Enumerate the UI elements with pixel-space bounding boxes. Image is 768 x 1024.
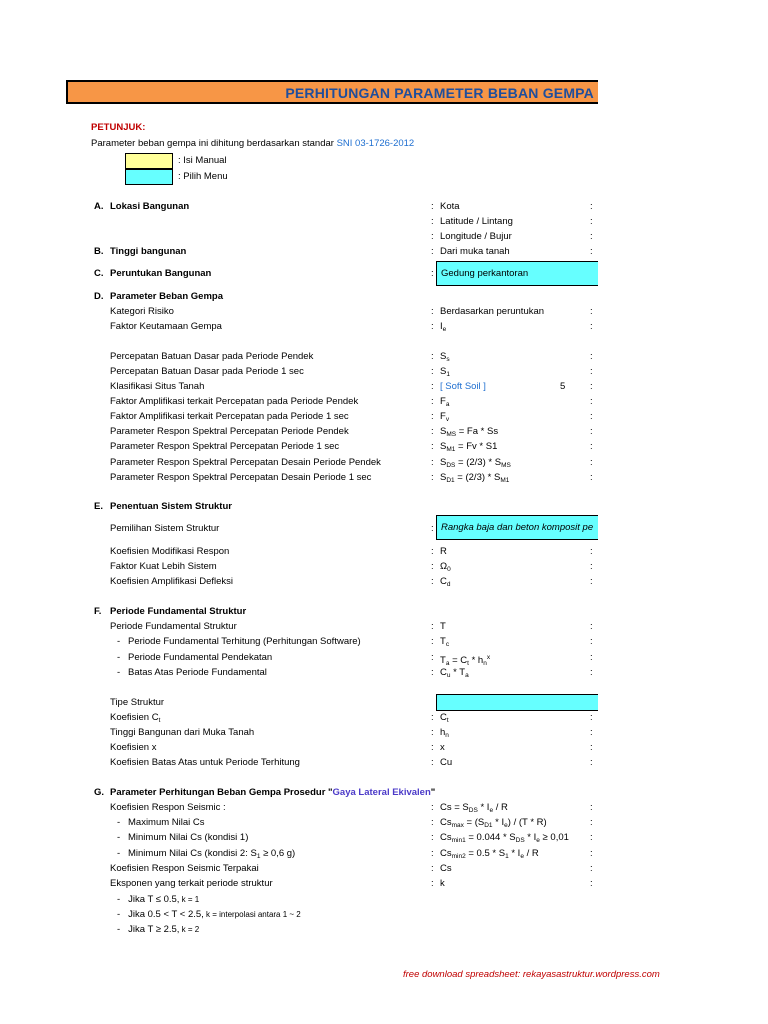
tipe-select[interactable] — [436, 694, 598, 711]
csterpakai-colon2: : — [590, 863, 593, 874]
gaya-lateral-highlight: Gaya Lateral Ekivalen — [332, 787, 431, 798]
batas-dash: - — [117, 667, 121, 678]
section-c-letter: C. — [94, 268, 104, 279]
cs-colon: : — [431, 802, 434, 813]
sm1-colon: : — [431, 441, 434, 452]
csmax-label: Maximum Nilai Cs — [128, 817, 205, 828]
ss-symbol: $S_s$ — [440, 351, 450, 363]
kota-colon2: : — [590, 201, 593, 212]
section-a-title: Lokasi Bangunan — [110, 201, 190, 212]
t-symbol: T — [440, 621, 446, 632]
sm1-label: Parameter Respon Spektral Percepatan Periode 1 sec — [110, 441, 340, 452]
csmin2-colon2: : — [590, 848, 593, 859]
ta-label: Periode Fundamental Pendekatan — [128, 652, 273, 663]
situs-number: 5 — [560, 381, 566, 392]
csterpakai-symbol: Cs — [440, 863, 452, 874]
keutamaan-label: Faktor Keutamaan Gempa — [110, 321, 222, 332]
tinggi-colon2: : — [590, 246, 593, 257]
fv-label: Faktor Amplifikasi terkait Percepatan pada Periode 1 sec — [110, 411, 349, 422]
csmax-dash: - — [117, 817, 121, 828]
cd-colon2: : — [590, 576, 593, 587]
s1-colon: : — [431, 366, 434, 377]
legend-manual-text: : Isi Manual — [178, 155, 227, 166]
legend-menu-text: : Pilih Menu — [178, 171, 228, 182]
sd1-formula: $S_{D1} = (2/3) * S_{M1}$ — [440, 472, 510, 484]
x-label: Koefisien x — [110, 742, 157, 753]
csmin1-dash: - — [117, 832, 121, 843]
situs-colon: : — [431, 381, 434, 392]
hn-colon: : — [431, 727, 434, 738]
section-d-title: Parameter Beban Gempa — [110, 291, 223, 302]
x-colon: : — [431, 742, 434, 753]
section-f-letter: F. — [94, 606, 102, 617]
latitude-colon2: : — [590, 216, 593, 227]
ct-symbol: $C_t$ — [440, 712, 449, 724]
petunjuk-intro — [91, 138, 414, 150]
sistem-label: Pemilihan Sistem Struktur — [110, 523, 220, 534]
sd1-colon2: : — [590, 472, 593, 483]
sms-colon2: : — [590, 426, 593, 437]
page-title: PERHITUNGAN PARAMETER BEBAN GEMPA — [285, 85, 594, 101]
situs-select[interactable]: [ Soft Soil ] — [440, 381, 486, 392]
ta-dash: - — [117, 652, 121, 663]
kota-label: Kota — [440, 201, 460, 212]
sms-label: Parameter Respon Spektral Percepatan Periode Pendek — [110, 426, 349, 437]
batas-label: Batas Atas Periode Fundamental — [128, 667, 267, 678]
hn-label: Tinggi Bangunan dari Muka Tanah — [110, 727, 255, 738]
csmin2-formula: $Cs_{min2} = 0.5 * S_1 * I_e / R$ — [440, 848, 539, 860]
k-note-2: - Jika 0.5 < T < 2.5, k = interpolasi antara 1 ~ 2 — [117, 909, 301, 920]
section-e-letter: E. — [94, 501, 103, 512]
situs-label: Klasifikasi Situs Tanah — [110, 381, 205, 392]
csmax-colon: : — [431, 817, 434, 828]
t-label: Periode Fundamental Struktur — [110, 621, 237, 632]
csmin2-colon: : — [431, 848, 434, 859]
fa-colon: : — [431, 396, 434, 407]
longitude-colon: : — [431, 231, 434, 242]
x-colon2: : — [590, 742, 593, 753]
standard-link: SNI 03-1726-2012 — [336, 138, 415, 149]
latitude-label: Latitude / Lintang — [440, 216, 513, 227]
sm1-formula: $S_{M1} = Fv * S1$ — [440, 441, 498, 453]
cu-colon2: : — [590, 757, 593, 768]
r-colon: : — [431, 546, 434, 557]
longitude-colon2: : — [590, 231, 593, 242]
tc-dash: - — [117, 636, 121, 647]
sds-label: Parameter Respon Spektral Percepatan Desain Periode Pendek — [110, 457, 381, 468]
r-label: Koefisien Modifikasi Respon — [110, 546, 230, 557]
sds-formula: $S_{DS} = (2/3) * S_{MS}$ — [440, 457, 511, 469]
csmin1-formula: $Cs_{min1} = 0.044 * S_{DS} * I_e \ge 0,01$ — [440, 832, 569, 844]
csmax-formula: $Cs_{max} = (S_{D1} * I_e) / (T * R)$ — [440, 817, 547, 829]
tc-colon2: : — [590, 636, 593, 647]
footer-link[interactable]: free download spreadsheet: rekayasastruktur.wordpress.com — [403, 969, 660, 980]
ss-colon: : — [431, 351, 434, 362]
legend-manual-swatch — [125, 153, 173, 169]
section-g-letter: G. — [94, 787, 105, 798]
cu-label: Koefisien Batas Atas untuk Periode Terhitung — [110, 757, 300, 768]
sd1-colon: : — [431, 472, 434, 483]
k-symbol: k — [440, 878, 445, 889]
omega-colon2: : — [590, 561, 593, 572]
omega-symbol: $\Omega_0$ — [440, 561, 451, 573]
situs-colon2: : — [590, 381, 593, 392]
omega-label: Faktor Kuat Lebih Sistem — [110, 561, 217, 572]
sistem-select[interactable] — [436, 515, 598, 540]
cs-label: Koefisien Respon Seismic : — [110, 802, 226, 813]
batas-colon2: : — [590, 667, 593, 678]
ct-colon2: : — [590, 712, 593, 723]
csmin2-dash: - — [117, 848, 121, 859]
kategori-colon: : — [431, 306, 434, 317]
cs-colon2: : — [590, 802, 593, 813]
hn-colon2: : — [590, 727, 593, 738]
longitude-label: Longitude / Bujur — [440, 231, 512, 242]
peruntukan-colon: : — [431, 268, 434, 279]
csterpakai-colon: : — [431, 863, 434, 874]
s1-label: Percepatan Batuan Dasar pada Periode 1 sec — [110, 366, 304, 377]
r-colon2: : — [590, 546, 593, 557]
tinggi-colon: : — [431, 246, 434, 257]
section-b-title: Tinggi bangunan — [110, 246, 187, 257]
fa-label: Faktor Amplifikasi terkait Percepatan pada Periode Pendek — [110, 396, 359, 407]
fv-colon: : — [431, 411, 434, 422]
ta-colon: : — [431, 652, 434, 663]
csmax-colon2: : — [590, 817, 593, 828]
ta-formula: $T_a = C_t * h_n^x$ — [440, 654, 491, 667]
x-symbol: x — [440, 742, 445, 753]
r-symbol: R — [440, 546, 447, 557]
section-a-letter: A. — [94, 201, 104, 212]
csmin1-label: Minimum Nilai Cs (kondisi 1) — [128, 832, 249, 843]
ss-label: Percepatan Batuan Dasar pada Periode Pendek — [110, 351, 314, 362]
sms-formula: $S_{MS} = Fa * Ss$ — [440, 426, 499, 438]
peruntukan-select[interactable] — [436, 261, 598, 286]
ct-label: Koefisien $C_t$ — [110, 712, 161, 724]
section-d-letter: D. — [94, 291, 104, 302]
sistem-colon: : — [431, 523, 434, 534]
fa-symbol: $F_a$ — [440, 396, 450, 408]
legend-menu-swatch — [125, 169, 173, 185]
tc-colon: : — [431, 636, 434, 647]
tinggi-label: Dari muka tanah — [440, 246, 510, 257]
ss-colon2: : — [590, 351, 593, 362]
tipe-label: Tipe Struktur — [110, 697, 165, 708]
omega-colon: : — [431, 561, 434, 572]
kota-colon: : — [431, 201, 434, 212]
s1-symbol: $S_1$ — [440, 366, 450, 378]
fv-colon2: : — [590, 411, 593, 422]
k-note-1: - Jika T ≤ 0.5, k = 1 — [117, 894, 200, 905]
csmin2-label: Minimum Nilai Cs (kondisi 2: $S_1 \ge 0,6$ g) — [128, 848, 296, 860]
keutamaan-colon2: : — [590, 321, 593, 332]
batas-colon: : — [431, 667, 434, 678]
cu-symbol: Cu — [440, 757, 453, 768]
keutamaan-colon: : — [431, 321, 434, 332]
kategori-symbol: Berdasarkan peruntukan — [440, 306, 545, 317]
s1-colon2: : — [590, 366, 593, 377]
cu-colon: : — [431, 757, 434, 768]
petunjuk-label: PETUNJUK: — [91, 122, 146, 133]
section-c-title: Peruntukan Bangunan — [110, 268, 212, 279]
t-colon2: : — [590, 621, 593, 632]
cd-colon: : — [431, 576, 434, 587]
csmin1-colon2: : — [590, 832, 593, 843]
section-b-letter: B. — [94, 246, 104, 257]
section-f-title: Periode Fundamental Struktur — [110, 606, 247, 617]
keutamaan-symbol: $I_e$ — [440, 321, 447, 333]
cd-label: Koefisien Amplifikasi Defleksi — [110, 576, 234, 587]
batas-formula: $C_u * T_a$ — [440, 667, 469, 679]
kategori-label: Kategori Risiko — [110, 306, 174, 317]
fv-symbol: $F_v$ — [440, 411, 450, 423]
sm1-colon2: : — [590, 441, 593, 452]
cd-symbol: $C_d$ — [440, 576, 451, 588]
sds-colon: : — [431, 457, 434, 468]
tc-symbol: $T_c$ — [440, 636, 450, 648]
k-note-3: - Jika T ≥ 2.5, k = 2 — [117, 924, 200, 935]
kategori-colon2: : — [590, 306, 593, 317]
k-colon2: : — [590, 878, 593, 889]
sd1-label: Parameter Respon Spektral Percepatan Desain Periode 1 sec — [110, 472, 372, 483]
tc-label: Periode Fundamental Terhitung (Perhitungan Software) — [128, 636, 361, 647]
intro-text: Parameter beban gempa ini dihitung berdasarkan standar — [91, 138, 334, 149]
hn-symbol: $h_n$ — [440, 727, 449, 739]
section-g-title: Parameter Perhitungan Beban Gempa Prosedur "Gaya Lateral Ekivalen" — [110, 787, 436, 798]
csmin1-colon: : — [431, 832, 434, 843]
title-bar — [66, 80, 598, 104]
sms-colon: : — [431, 426, 434, 437]
k-label: Eksponen yang terkait periode struktur — [110, 878, 273, 889]
ct-colon: : — [431, 712, 434, 723]
fa-colon2: : — [590, 396, 593, 407]
cs-formula: $Cs = S_{DS} * I_e / R$ — [440, 802, 508, 814]
t-colon: : — [431, 621, 434, 632]
csterpakai-label: Koefisien Respon Seismic Terpakai — [110, 863, 259, 874]
ta-colon2: : — [590, 652, 593, 663]
sistem-value: Rangka baja dan beton komposit pe — [441, 522, 594, 533]
k-colon: : — [431, 878, 434, 889]
sds-colon2: : — [590, 457, 593, 468]
peruntukan-value: Gedung perkantoran — [441, 268, 529, 279]
section-e-title: Penentuan Sistem Struktur — [110, 501, 232, 512]
latitude-colon: : — [431, 216, 434, 227]
